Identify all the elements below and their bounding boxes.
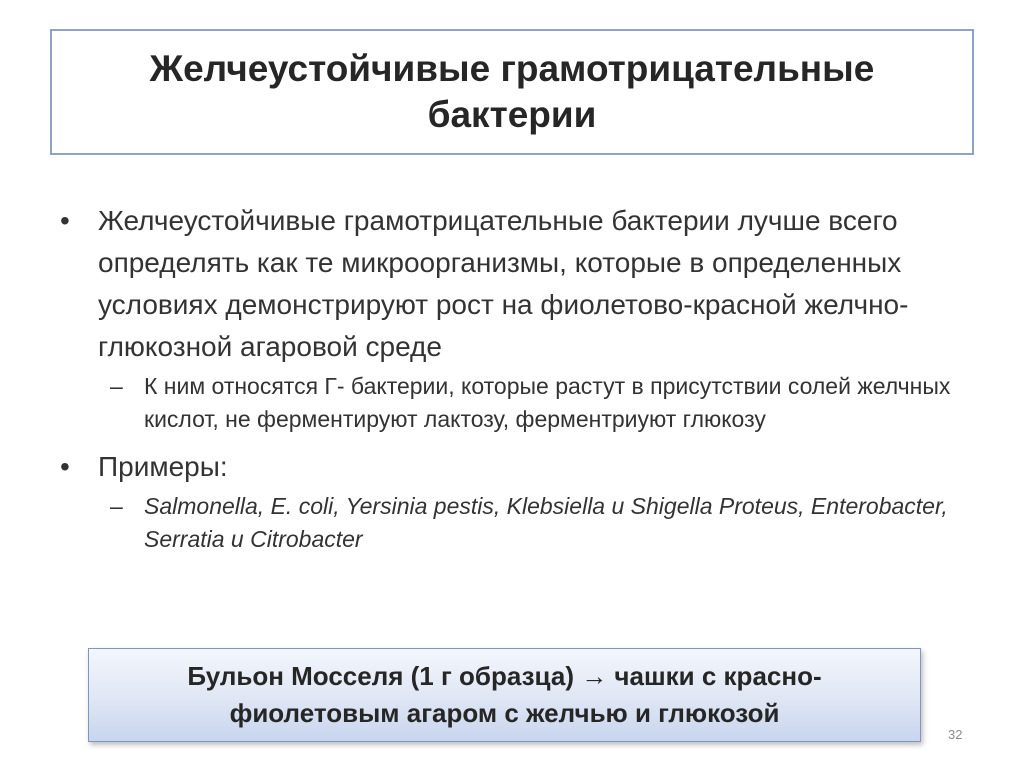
bullet-marker: • [60,205,70,236]
slide-title-box [50,29,974,155]
sub-bullet-marker: – [110,373,123,399]
bullet-marker: • [60,451,70,482]
slide-title: Желчеустойчивые грамотрицательные бактерии [149,48,875,135]
sub-bullet-text: Salmonella, E. coli, Yersinia pestis, Klebsiella и Shigella Proteus, Enterobacter, Serratia и Citrobacter [144,493,948,552]
method-callout-box [88,648,921,742]
sub-item-species [60,490,960,556]
sub-item-includes [60,370,960,436]
page-number: 32 [948,727,963,742]
bullet-text: Желчеустойчивые грамотрицательные бактерии лучше всего определять как те микроорганизмы, которые в определенных условиях демонстрируют рост на фиолетово-красной желчно-глюкозной агаровой среде [98,205,909,362]
bullet-item-examples [60,446,960,488]
sub-bullet-text: К ним относятся Г- бактерии, которые растут в присутствии солей желчных кислот, не ферментируют лактозу, ферментриуют глюкозу [144,373,951,432]
bullet-text: Примеры: [98,451,228,482]
method-callout-text: Бульон Мосселя (1 г образца) → чашки с красно-фиолетовым агаром с желчью и глюкозой [187,661,822,728]
slide-content [60,200,960,556]
sub-bullet-marker: – [110,493,123,519]
bullet-item-definition [60,200,960,368]
